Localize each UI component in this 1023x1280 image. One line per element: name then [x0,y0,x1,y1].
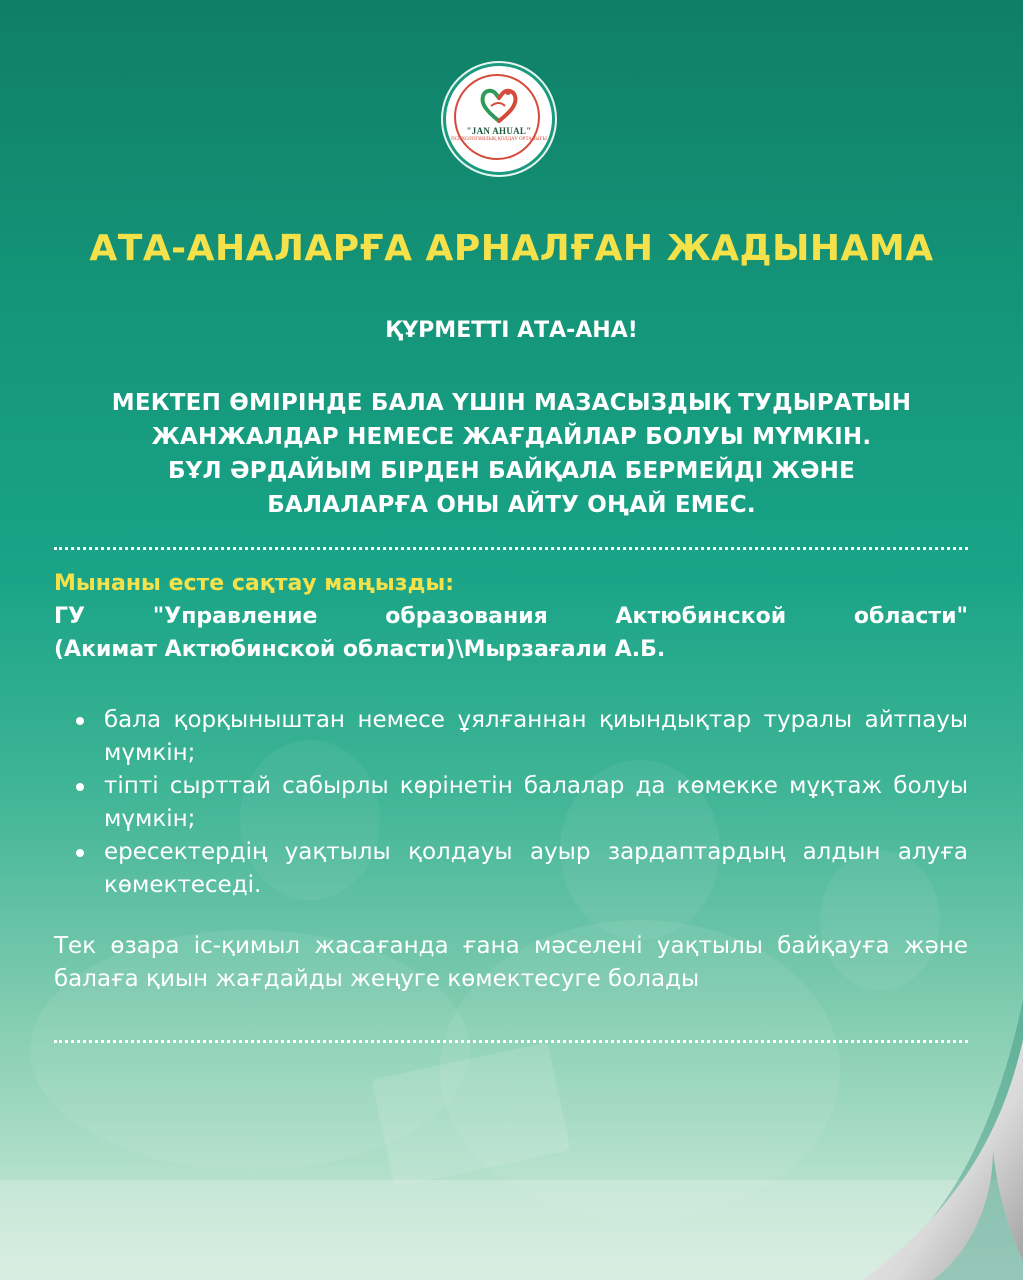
logo-subtitle: ПСИХОЛОГИЯЛЫҚ ҚОЛДАУ ОРТАЛЫҒЫ [451,137,547,142]
dotted-divider [54,547,968,550]
list-item-text: тіпті сырттай сабырлы көрінетін балалар да көмекке мұқтаж болуы мүмкін; [104,773,968,832]
page-curl-icon [823,1000,1023,1280]
list-item [74,704,968,770]
bullet-list [74,704,968,902]
bullet-icon [76,783,84,791]
intro-line: ЖАНЖАЛДАР НЕМЕСЕ ЖАҒДАЙЛАР БОЛУЫ МҮМКІН. [151,424,872,450]
logo-name: "JAN AHUAL" [466,126,532,136]
logo [446,66,552,172]
intro-line: БҰЛ ӘРДАЙЫМ БІРДЕН БАЙҚАЛА БЕРМЕЙДІ ЖӘНЕ [167,458,856,484]
greeting: ҚҰРМЕТТІ АТА-АНА! [385,318,638,343]
intro-line: МЕКТЕП ӨМІРІНДЕ БАЛА ҮШІН МАЗАСЫЗДЫҚ ТУДЫРАТЫН [111,390,912,416]
org-line: (Акимат Актюбинской области)\Мырзағали А.Б. [54,637,666,662]
page-title: АТА-АНАЛАРҒА АРНАЛҒАН ЖАДЫНАМА [89,228,934,269]
list-item [74,770,968,836]
heart-hands-icon [479,86,519,124]
bullet-icon [76,717,84,725]
list-item-text: бала қорқыныштан немесе ұялғаннан қиындықтар туралы айтпауы мүмкін; [104,707,968,766]
list-item [74,836,968,902]
intro-line: БАЛАЛАРҒА ОНЫ АЙТУ ОҢАЙ ЕМЕС. [267,492,756,518]
remember-heading: Мынаны есте сақтау маңызды: [54,571,455,596]
closing-text: Тек өзара іс-қимыл жасағанда ғана мәселені уақтылы байқауға және балаға қиын жағдайды жеңуге көмектесуге болады [54,933,968,992]
org-line: ГУ "Управление образования Актюбинской области" [54,604,968,629]
bullet-icon [76,849,84,857]
list-item-text: ересектердің уақтылы қолдауы ауыр зардаптардың алдын алуға көмектеседі. [104,839,968,898]
intro-text [40,386,983,522]
